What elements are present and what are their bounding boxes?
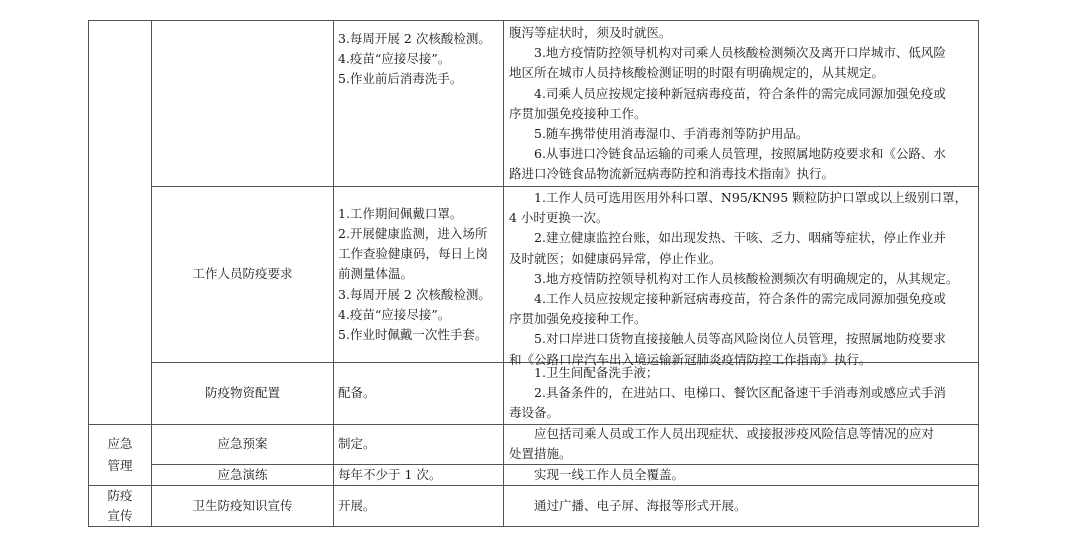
detail-line: 路进口冷链食品物流新冠病毒防控和消毒技术指南》执行。 — [509, 166, 835, 182]
measure-line: 配备。 — [338, 385, 376, 401]
measure-line: 3.每周开展 2 次核酸检测。 — [338, 286, 491, 302]
publicity-label-text: 卫生防疫知识宣传 — [192, 497, 293, 513]
measure-line: 制定。 — [338, 436, 376, 452]
measure-line: 4.疫苗“应接尽接”。 — [338, 51, 451, 67]
emergency-plan-measure — [338, 425, 501, 464]
measure-line: 5.作业时佩戴一次性手套。 — [338, 327, 488, 342]
detail-line: 通过广播、电子屏、海报等形式开展。 — [534, 497, 747, 513]
publicity-category-text: 防疫宣传 — [107, 488, 133, 523]
detail-line: 地区所在城市人员持核酸检测证明的时限有明确规定的，从其规定。 — [509, 65, 885, 81]
measure-line: 前测量体温。 — [338, 266, 414, 282]
detail-line: 和《公路口岸汽车出入境运输新冠肺炎疫情防控工作指南》执行。 — [509, 351, 872, 367]
detail-line: 3.地方疫情防控领导机构对司乘人员核酸检测频次及离开口岸城市、低风险 — [534, 45, 946, 61]
measure-line: 工作查验健康码，每日上岗 — [338, 246, 489, 262]
detail-line: 1.卫生间配备洗手液； — [534, 365, 659, 380]
driver-measures-cell — [338, 29, 501, 90]
column-divider — [333, 20, 334, 527]
detail-line: 5.随车携带使用消毒湿巾、手消毒剂等防护用品。 — [534, 126, 809, 142]
emergency-drill-measure — [338, 465, 501, 485]
staff-requirements-label — [152, 187, 333, 362]
detail-line: 5.对口岸进口货物直接接触人员等高风险岗位人员管理，按照属地防疫要求 — [534, 331, 946, 347]
detail-line: 应包括司乘人员或工作人员出现症状、或接报涉疫风险信息等情况的应对 — [534, 426, 935, 441]
driver-details-cell — [509, 23, 975, 185]
table-top-border — [88, 20, 979, 21]
supplies-measure-cell — [338, 363, 501, 424]
drill-label-text: 应急演练 — [217, 466, 268, 482]
detail-line: 4.司乘人员应按规定接种新冠病毒疫苗，符合条件的需完成同源加强免疫或 — [534, 85, 946, 101]
measure-line: 每年不少于 1 次。 — [338, 466, 442, 482]
publicity-category — [89, 486, 151, 526]
supplies-label-text: 防疫物资配置 — [204, 385, 280, 401]
emergency-drill-detail — [509, 465, 975, 485]
detail-line: 处置措施。 — [509, 446, 572, 462]
supplies-label — [152, 363, 333, 424]
detail-line: 序贯加强免疫接种工作。 — [509, 311, 647, 327]
detail-line: 4.工作人员应按规定接种新冠病毒疫苗，符合条件的需完成同源加强免疫或 — [534, 291, 946, 307]
measure-line: 4.疫苗“应接尽接”。 — [338, 306, 451, 322]
measure-line: 5.作业前后消毒洗手。 — [338, 71, 463, 87]
publicity-detail — [509, 486, 975, 526]
measure-line: 2.开展健康监测，进入场所 — [338, 225, 488, 241]
measure-line: 开展。 — [338, 497, 376, 513]
table-right-border — [978, 20, 979, 527]
detail-line: 2.具备条件的，在进站口、电梯口、餐饮区配备速干手消毒剂或感应式手消 — [534, 385, 946, 401]
detail-line: 腹泻等症状时，须及时就医。 — [509, 25, 672, 40]
detail-line: 6.从事进口冷链食品运输的司乘人员管理，按照属地防疫要求和《公路、水 — [534, 146, 946, 162]
staff-measures-cell — [338, 187, 501, 362]
detail-line: 毒设备。 — [509, 405, 560, 421]
detail-line: 3.地方疫情防控领导机构对工作人员核酸检测频次有明确规定的，从其规定。 — [534, 270, 959, 286]
detail-line: 2.建立健康监控台账，如出现发热、干咳、乏力、咽痛等症状，停止作业并 — [534, 230, 946, 246]
emergency-drill-label — [152, 465, 333, 485]
emergency-plan-details — [509, 424, 975, 464]
plan-label-text: 应急预案 — [217, 436, 268, 452]
detail-line: 实现一线工作人员全覆盖。 — [534, 466, 685, 482]
epidemic-prevention-table — [88, 20, 979, 527]
staff-label-text: 工作人员防疫要求 — [192, 266, 293, 282]
table-bottom-border — [88, 526, 979, 527]
column-divider — [503, 20, 504, 527]
measure-line: 3.每周开展 2 次核酸检测。 — [338, 31, 491, 46]
staff-details-cell — [509, 188, 975, 370]
publicity-measure — [338, 486, 501, 526]
emergency-category-text: 应急管理 — [107, 436, 133, 473]
emergency-plan-label — [152, 425, 333, 464]
detail-line: 1.工作人员可选用医用外科口罩、N95/KN95 颗粒防护口罩或以上级别口罩， — [534, 190, 968, 205]
measure-line: 1.工作期间佩戴口罩。 — [338, 205, 463, 221]
supplies-details-cell — [509, 363, 975, 424]
publicity-label — [152, 486, 333, 526]
emergency-category — [89, 425, 151, 485]
detail-line: 4 小时更换一次。 — [509, 210, 609, 226]
detail-line: 及时就医；如健康码异常，停止作业。 — [509, 250, 722, 266]
detail-line: 序贯加强免疫接种工作。 — [509, 105, 647, 121]
